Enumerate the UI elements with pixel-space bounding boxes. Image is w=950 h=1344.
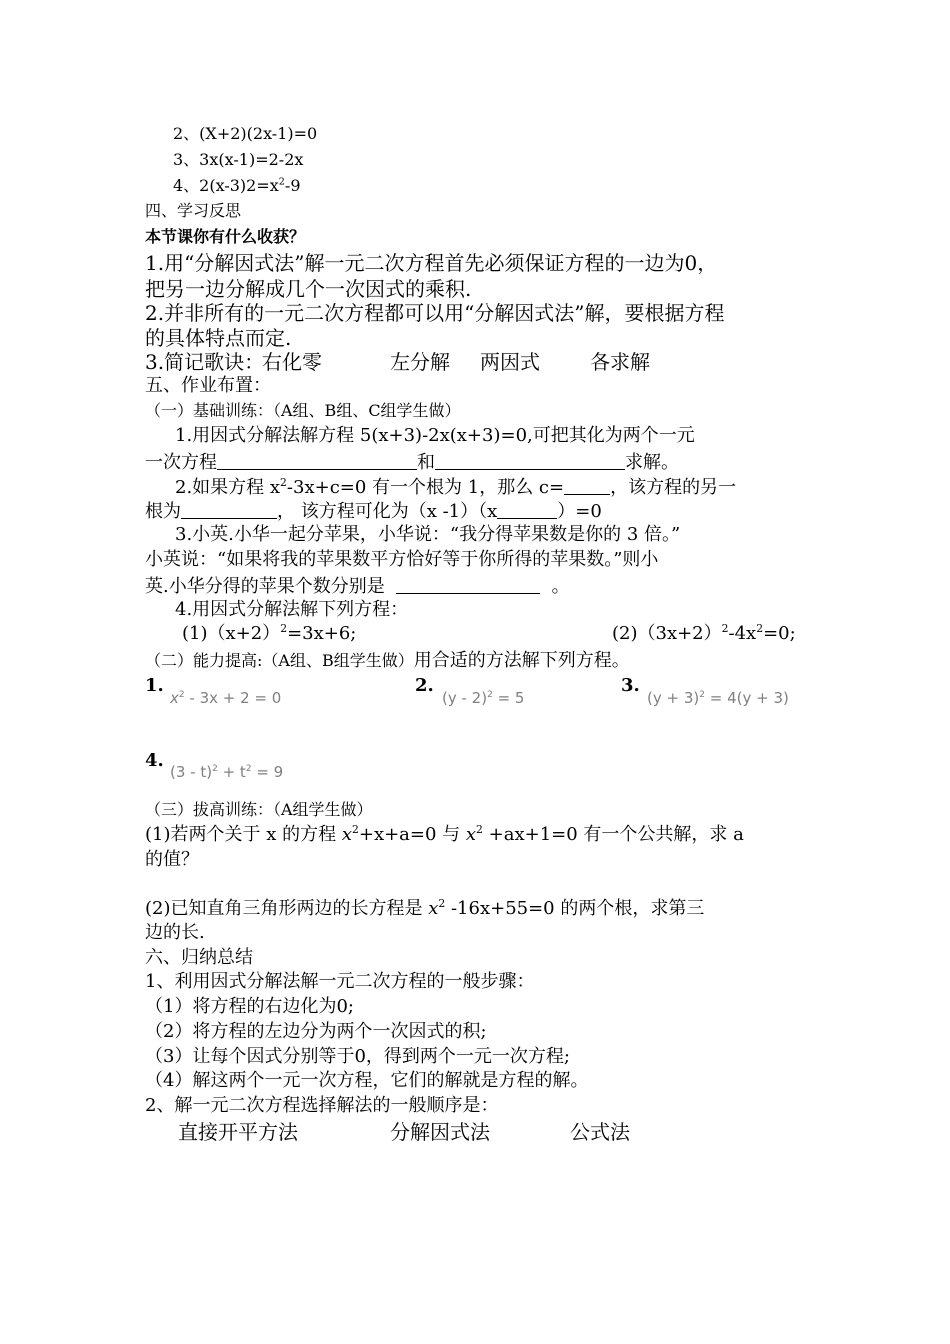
advanced-problem-2-line-1: (2)已知直角三角形两边的长方程是 $x^2$ -16x+55=0 的两个根，求第三: [145, 897, 705, 919]
mnemonic-word-1: 右化零: [262, 350, 322, 374]
exercise-2-line-2: 根为 ， 该方程可化为（x -1）（x ）=0: [145, 501, 602, 522]
method-2: 分解因式法: [390, 1120, 490, 1144]
reflection-point-1-line-2: 把另一边分解成几个一次因式的乘积.: [145, 277, 472, 301]
exercise-2-line-1: 2.如果方程 $x^2-3x+c=0$ 有一个根为 1，那么 c= ，该方程的另一: [175, 476, 737, 498]
section-6-heading: 六、归纳总结: [145, 947, 253, 968]
equation-3: $(y + 3)^2 = 4(y + 3)$: [647, 689, 789, 707]
equation-2: (y - 2)$^2$ = 5: [442, 689, 525, 707]
advanced-problem-1-line-2: 的值？: [145, 849, 199, 870]
advanced-problem-2-line-2: 边的长.: [145, 922, 205, 943]
equation-4: $(3 - t)^2 + t^2 = 9$: [170, 763, 284, 781]
method-1: 直接开平方法: [178, 1120, 298, 1144]
reflection-point-1-line-1: 1.用“分解因式法”解一元二次方程首先必须保证方程的一边为0，: [145, 251, 718, 275]
mnemonic-word-4: 各求解: [590, 350, 650, 374]
summary-step-4: （4）解这两个一元一次方程，它们的解就是方程的解。: [145, 1070, 589, 1091]
reflection-question: 本节课你有什么收获？: [145, 227, 306, 246]
equation-number-4: 4.: [145, 750, 164, 771]
exercise-3-line-3: 英.小华分得的苹果个数分别是 。: [145, 576, 570, 597]
section-4-heading: 四、学习反思: [145, 201, 242, 220]
mnemonic-word-3: 两因式: [480, 350, 540, 374]
equation-number-3: 3.: [621, 675, 640, 696]
ability-improvement-heading: （二）能力提高:（A组、B组学生做）用合适的方法解下列方程。: [145, 650, 630, 671]
summary-step-3: （3）让每个因式分别等于0，得到两个一元一次方程;: [145, 1046, 570, 1067]
summary-step-2: （2）将方程的左边分为两个一次因式的积;: [145, 1021, 487, 1042]
summary-point-2: 2、解一元二次方程选择解法的一般顺序是：: [145, 1095, 499, 1116]
advanced-training-heading: （三）拔高训练：（A组学生做）: [145, 800, 373, 819]
section-5-heading: 五、作业布置：: [145, 375, 271, 396]
equation-number-1: 1.: [145, 675, 164, 696]
exercise-1-line-1: 1.用因式分解法解方程 5(x+3)-2x(x+3)=0,可把其化为两个一元: [175, 425, 695, 446]
exercise-3-line-2: 小英说：“如果将我的苹果数平方恰好等于你所得的苹果数。”则小: [145, 549, 659, 570]
exercise-item-3: 3、3x(x-1)=2-2x: [173, 150, 304, 169]
exercise-4-part-1: $(1)(x+2)^2=3x+6$;: [182, 622, 357, 644]
equation-number-2: 2.: [415, 675, 434, 696]
exercise-item-2: 2、(X+2)(2x-1)=0: [173, 124, 318, 143]
advanced-problem-1-line-1: (1)若两个关于 x 的方程 $x^2+x+a=0$ 与 $x^2 +ax+1=0$ 有一个公共解，求 a: [145, 823, 744, 845]
summary-point-1: 1、利用因式分解法解一元二次方程的一般步骤：: [145, 971, 535, 992]
reflection-point-2-line-2: 的具体特点而定.: [145, 326, 292, 350]
equation-1: $x^2 - 3x + 2 = 0$: [170, 689, 282, 707]
reflection-point-3: 3.简记歌诀：: [145, 350, 265, 374]
answer-blank[interactable]: [396, 575, 540, 594]
reflection-point-2-line-1: 2.并非所有的一元二次方程都可以用“分解因式法”解，要根据方程: [145, 301, 725, 325]
exercise-4: 4.用因式分解法解下列方程：: [175, 599, 409, 620]
basic-training-heading: （一）基础训练：（A组、B组、C组学生做）: [145, 401, 461, 420]
answer-blank[interactable]: [181, 500, 277, 519]
answer-blank[interactable]: [435, 451, 625, 470]
exercise-4-part-2: $(2)(3x+2)^2-4x^2=0$;: [612, 622, 796, 644]
exercise-item-4: 4、$2(x-3)2=x^2-9$: [173, 176, 301, 195]
exercise-3-line-1: 3.小英.小华一起分苹果，小华说：“我分得苹果数是你的 3 倍。”: [175, 524, 681, 545]
summary-step-1: （1）将方程的右边化为0;: [145, 996, 354, 1017]
answer-blank[interactable]: [564, 476, 610, 495]
answer-blank[interactable]: [217, 451, 417, 470]
answer-blank[interactable]: [497, 500, 557, 519]
exercise-1-line-2: 一次方程 和 求解。: [145, 452, 679, 473]
mnemonic-word-2: 左分解: [390, 350, 450, 374]
method-3: 公式法: [570, 1120, 630, 1144]
